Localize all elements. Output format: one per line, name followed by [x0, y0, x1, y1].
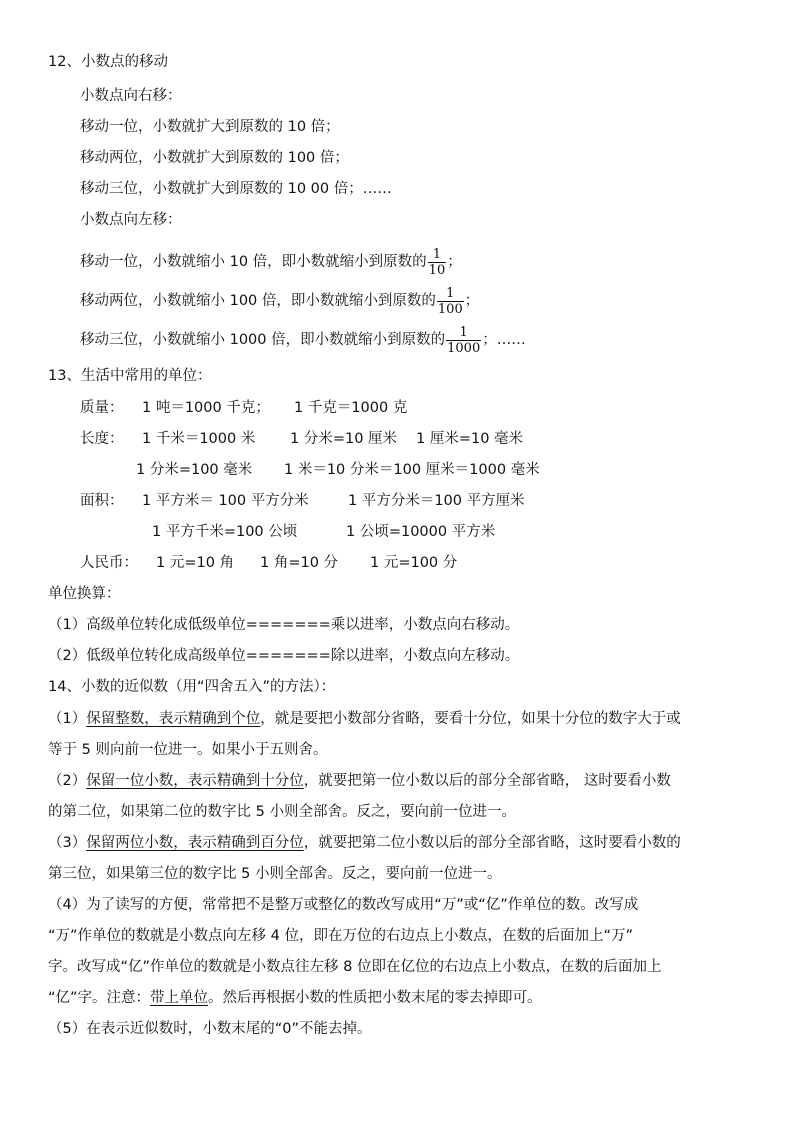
mass-label: 质量： — [80, 400, 124, 416]
right-shift-line-2: 移动两位，小数就扩大到原数的 100 倍； — [80, 150, 349, 166]
conversion-title: 单位换算： — [48, 586, 121, 602]
conversion-rule-2: （2）低级单位转化成高级单位=======除以进率，小数点向左移动。 — [48, 648, 520, 664]
rule-2-underlined: 保留一位小数，表示精确到十分位 — [86, 773, 304, 789]
area-row-2 — [80, 522, 780, 542]
right-shift-line-3: 移动三位，小数就扩大到原数的 10 00 倍；…… — [80, 181, 392, 197]
fraction-numerator: 1 — [446, 285, 455, 301]
fraction-numerator: 1 — [432, 246, 442, 262]
fraction-denominator: 1000 — [447, 340, 481, 356]
section-14-title: 14、小数的近似数（用“四舍五入”的方法）： — [48, 679, 336, 695]
rule-3-underlined: 保留两位小数，表示精确到百分位 — [86, 835, 304, 851]
rule-4-note-prefix: “亿”字。注意： — [48, 990, 151, 1006]
length-cm-mm: 1 厘米=10 毫米 — [416, 431, 524, 447]
left-shift-line-1 — [80, 245, 462, 279]
rule-5: （5）在表示近似数时，小数末尾的“0”不能去掉。 — [48, 1021, 372, 1037]
punct: ； — [464, 293, 480, 309]
left-shift-line-3-text: 移动三位，小数就缩小 1000 倍，即小数就缩小到原数的 — [80, 332, 446, 348]
length-row-1 — [80, 429, 780, 449]
area-km2: 1 平方千米=100 公顷 — [152, 524, 298, 540]
length-km: 1 千米＝1000 米 — [142, 431, 256, 447]
rule-2-prefix: （2） — [48, 773, 87, 789]
conversion-rule-1: （1）高级单位转化成低级单位=======乘以进率，小数点向右移动。 — [48, 617, 520, 633]
rule-4-line-2: “万”作单位的数就是小数点向左移 4 位，即在万位的右边点上小数点，在数的后面加上“万” — [48, 928, 633, 944]
rule-1-line-2: 等于 5 则向前一位进一。如果小于五则舍。 — [48, 742, 328, 758]
left-shift-line-2 — [80, 284, 479, 318]
rmb-row — [80, 553, 780, 573]
punct: ；…… — [482, 332, 526, 348]
fraction-one-hundredth — [437, 286, 464, 317]
rule-4-line-1: （4）为了读写的方便，常常把不是整万或整亿的数改写成用“万”或“亿”作单位的数。改写成 — [48, 897, 639, 913]
mass-kg: 1 千克＝1000 克 — [294, 400, 408, 416]
mass-row — [80, 398, 780, 418]
rule-3-line-1 — [48, 833, 681, 853]
section-12-title: 12、小数点的移动 — [48, 54, 168, 70]
rule-3-rest: ，就要把第二位小数以后的部分全部省略，这时要看小数的 — [303, 835, 681, 851]
rmb-label: 人民币： — [80, 555, 138, 571]
area-row-1 — [80, 491, 780, 511]
left-shift-heading: 小数点向左移： — [80, 212, 182, 228]
punct: ； — [447, 254, 462, 270]
left-shift-line-3 — [80, 323, 526, 357]
fraction-one-tenth — [428, 247, 447, 278]
section-13-title: 13、生活中常用的单位： — [48, 368, 212, 384]
length-label: 长度： — [80, 431, 124, 447]
rule-2-line-2: 的第二位，如果第二位的数字比 5 小则全部舍。反之，要向前一位进一。 — [48, 804, 516, 820]
left-shift-line-1-text: 移动一位，小数就缩小 10 倍，即小数就缩小到原数的 — [80, 254, 427, 270]
rule-1-underlined: 保留整数，表示精确到个位 — [86, 711, 261, 727]
left-shift-line-2-text: 移动两位，小数就缩小 100 倍，即小数就缩小到原数的 — [80, 293, 436, 309]
fraction-denominator: 100 — [437, 301, 463, 317]
fraction-one-thousandth — [446, 325, 481, 356]
length-m: 1 米＝10 分米＝100 厘米＝1000 毫米 — [284, 462, 540, 478]
area-label: 面积： — [80, 493, 124, 509]
fraction-numerator: 1 — [459, 324, 468, 340]
rule-3-prefix: （3） — [48, 835, 87, 851]
right-shift-line-1: 移动一位，小数就扩大到原数的 10 倍； — [80, 119, 340, 135]
rule-3-line-2: 第三位，如果第三位的数字比 5 小则全部舍。反之，要向前一位进一。 — [48, 866, 502, 882]
length-dm-mm: 1 分米=100 毫米 — [136, 462, 253, 478]
rmb-jiao-fen: 1 角=10 分 — [260, 555, 339, 571]
rule-1-line-1 — [48, 709, 681, 729]
mass-ton: 1 吨＝1000 千克； — [142, 400, 270, 416]
rule-4-line-4 — [48, 988, 542, 1008]
length-row-2 — [80, 460, 780, 480]
rule-2-rest: ，就要把第一位小数以后的部分全部省略， 这时要看小数 — [303, 773, 671, 789]
rule-2-line-1 — [48, 771, 671, 791]
area-m2: 1 平方米＝ 100 平方分米 — [142, 493, 309, 509]
rule-4-note-rest: 。然后再根据小数的性质把小数末尾的零去掉即可。 — [208, 990, 542, 1006]
rule-1-rest: ，就是要把小数部分省略，要看十分位，如果十分位的数字大于或 — [260, 711, 681, 727]
area-dm2: 1 平方分米＝100 平方厘米 — [348, 493, 525, 509]
rule-4-underlined: 带上单位 — [150, 990, 209, 1006]
rule-4-line-3: 字。改写成“亿”作单位的数就是小数点往左移 8 位即在亿位的右边点上小数点，在数的后面加上 — [48, 959, 662, 975]
rule-1-prefix: （1） — [48, 711, 87, 727]
length-dm-cm: 1 分米=10 厘米 — [290, 431, 398, 447]
rmb-yuan-fen: 1 元=100 分 — [370, 555, 458, 571]
fraction-denominator: 10 — [428, 262, 446, 278]
area-hectare: 1 公顷=10000 平方米 — [346, 524, 496, 540]
rmb-yuan-jiao: 1 元=10 角 — [156, 555, 235, 571]
right-shift-heading: 小数点向右移： — [80, 88, 182, 104]
